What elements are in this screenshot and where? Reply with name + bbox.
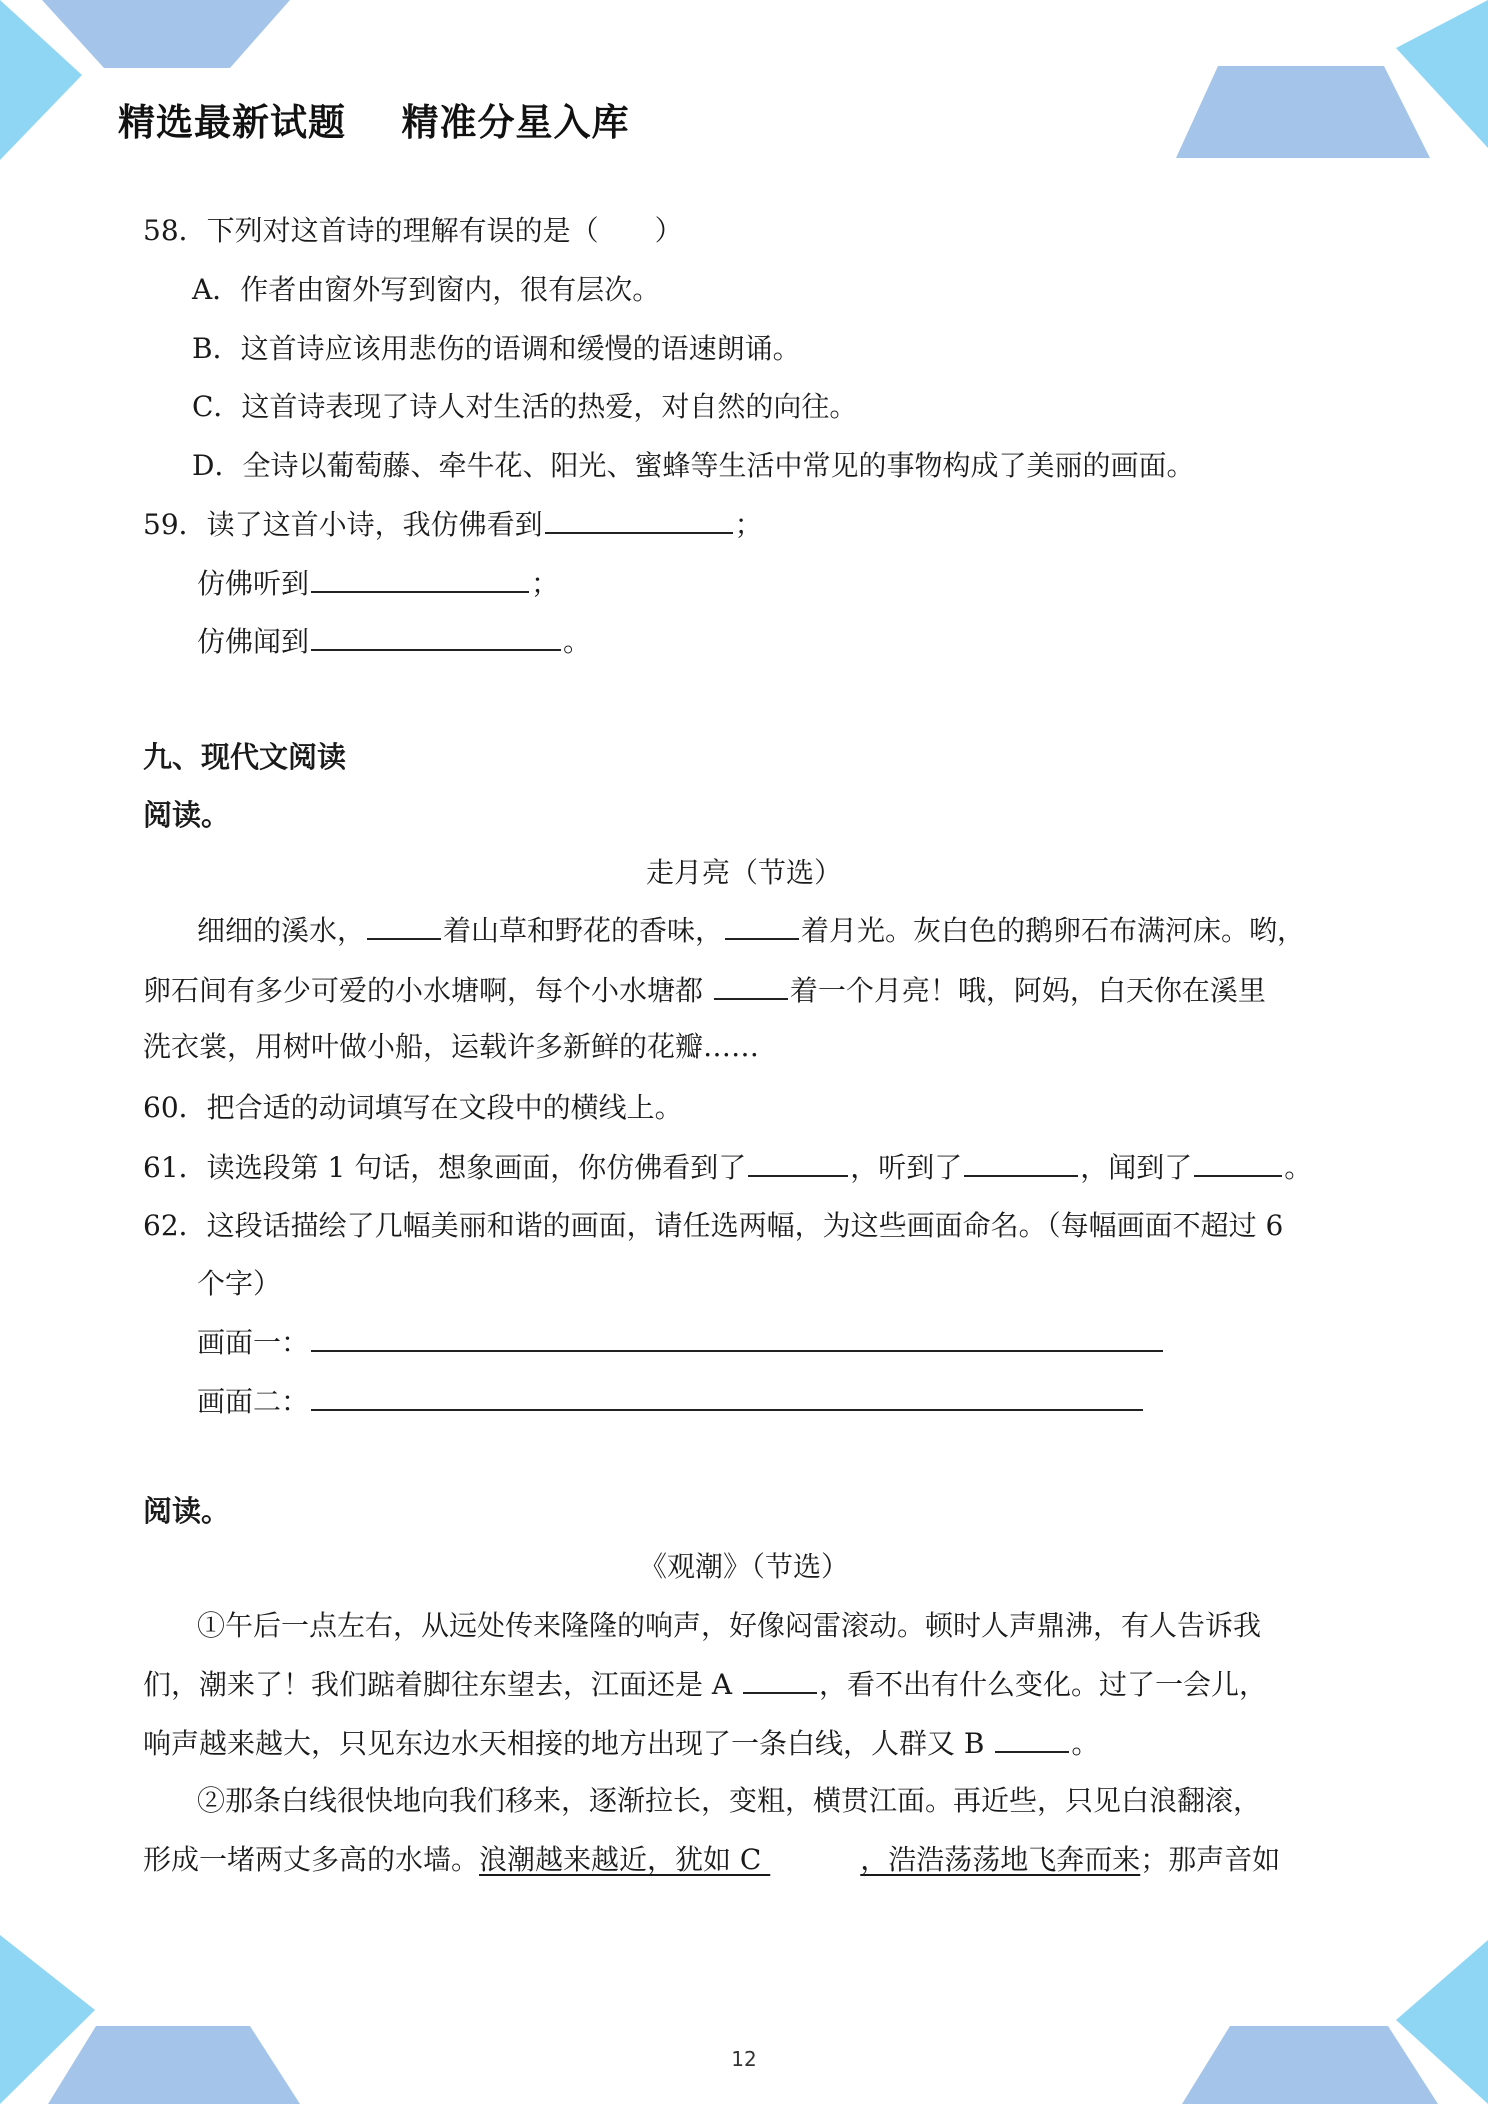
text: 浪潮越来越近，犹如 C [479,1843,771,1876]
section-heading: 九、现代文阅读 [143,740,347,774]
page-number: 12 [731,2047,757,2071]
reading2-line-5 [143,1840,1280,1880]
q59-smell-label: 仿佛闻到 [197,625,310,658]
text: 着一个月亮！哦，阿妈，白天你在溪里 [789,974,1266,1007]
q59-end-1: ； [734,508,763,541]
reading2-blank-b[interactable] [995,1723,1069,1753]
text: 61．读选段第 1 句话，想象画面，你仿佛看到了 [143,1151,747,1184]
q58-option-d: D．全诗以葡萄藤、牵牛花、阳光、蜜蜂等生活中常见的事物构成了美丽的画面。 [192,449,1195,482]
reading1-blank-1[interactable] [367,910,441,940]
text: ，听到了 [850,1151,963,1184]
reading2-line-2 [143,1664,1267,1705]
reading2-title: 《观潮》（节选） [638,1550,849,1583]
text: 们，潮来了！我们踮着脚往东望去，江面还是 A [143,1668,742,1701]
q62-picture-1-label: 画面一： [197,1326,310,1359]
q59-hear-label: 仿佛听到 [197,567,310,600]
reading2-line-3 [143,1723,1099,1764]
header-title: 精选最新试题 精准分星入库 [118,101,630,144]
q59-line-1 [143,504,763,545]
text: 细细的溪水， [197,914,366,947]
reading2-line-1: ①午后一点左右，从远处传来隆隆的响声，好像闷雷滚动。顿时人声鼎沸，有人告诉我 [197,1609,1262,1642]
q62-picture-1-blank[interactable] [311,1322,1163,1352]
q59-blank-3[interactable] [311,621,561,651]
q61-blank-hear[interactable] [964,1147,1078,1177]
reading1-blank-2[interactable] [725,910,799,940]
text: 卵石间有多少可爱的小水塘啊，每个小水塘都 [143,974,712,1007]
q59-end-3: 。 [563,625,592,658]
text: 。 [1284,1151,1313,1184]
reading1-title: 走月亮（节选） [645,856,842,889]
reading1-line-3: 洗衣裳，用树叶做小船，运载许多新鲜的花瓣…… [143,1030,760,1063]
reading1-blank-3[interactable] [714,970,788,1000]
q61-line [143,1147,1312,1188]
text: 形成一堵两丈多高的水墙。 [143,1843,480,1876]
top-right-trapezoid [1176,66,1430,158]
q59-line-3 [197,621,591,662]
text: 响声越来越大，只见东边水天相接的地方出现了一条白线，人群又 B [143,1727,994,1760]
text: 着月光。灰白色的鹅卵石布满河床。哟， [801,914,1306,947]
text: ，浩浩荡荡地飞奔而来 [860,1843,1141,1876]
q62-stem-1: 62．这段话描绘了几幅美丽和谐的画面，请任选两幅，为这些画面命名。（每幅画面不超过 6 [143,1209,1284,1242]
reading1-line-2 [143,970,1266,1011]
q59-blank-1[interactable] [545,504,733,534]
reading2-label: 阅读。 [143,1494,231,1528]
reading2-line-4: ②那条白线很快地向我们移来，逐渐拉长，变粗，横贯江面。再近些，只见白浪翻滚， [197,1784,1262,1817]
reading2-blank-a[interactable] [743,1664,817,1694]
text: ，看不出有什么变化。过了一会儿， [819,1668,1268,1701]
reading1-line-1 [197,910,1305,951]
text: ，闻到了 [1080,1151,1193,1184]
underlined-sentence [479,1843,1140,1876]
q58-stem: 58．下列对这首诗的理解有误的是（ ） [143,214,683,247]
q62-picture-2-label: 画面二： [197,1385,310,1418]
q62-stem-2: 个字） [197,1267,282,1300]
q58-option-c: C．这首诗表现了诗人对生活的热爱，对自然的向往。 [192,390,858,423]
q60-stem: 60．把合适的动词填写在文段中的横线上。 [143,1091,683,1124]
top-left-trapezoid [42,0,290,68]
q59-end-2: ； [531,567,560,600]
q59-stem: 59．读了这首小诗，我仿佛看到 [143,508,543,541]
text: 着山草和野花的香味， [443,914,724,947]
q61-blank-see[interactable] [748,1147,848,1177]
q62-picture-2 [197,1381,1145,1422]
q62-picture-2-blank[interactable] [311,1381,1143,1411]
q58-option-b: B．这首诗应该用悲伤的语调和缓慢的语速朗诵。 [192,332,801,365]
text: ；那声音如 [1140,1843,1281,1876]
reading1-label: 阅读。 [143,798,231,832]
q59-blank-2[interactable] [311,563,529,593]
q58-option-a: A．作者由窗外写到窗内，很有层次。 [192,273,661,306]
q59-line-2 [197,563,559,604]
q61-blank-smell[interactable] [1194,1147,1282,1177]
q62-picture-1 [197,1322,1165,1363]
text: 。 [1071,1727,1100,1760]
